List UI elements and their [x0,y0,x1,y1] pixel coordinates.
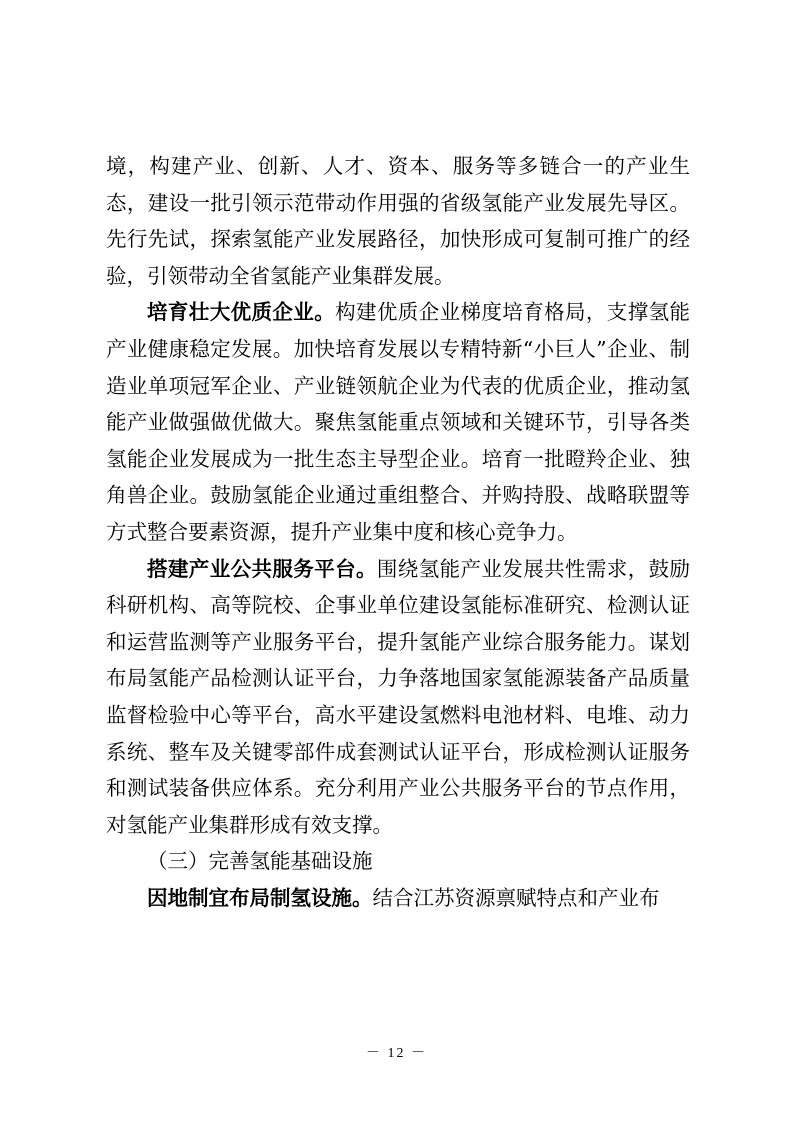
paragraph-4 [106,880,690,917]
paragraph-4-text: 结合江苏资源禀赋特点和产业布 [372,885,660,910]
paragraph-2-lead: 培育壮大优质企业。 [147,300,336,325]
paragraph-4-lead: 因地制宜布局制氢设施。 [147,885,373,910]
paragraph-3 [106,551,690,844]
paragraph-3-text: 围绕氢能产业发展共性需求，鼓励科研机构、高等院校、企事业单位建设氢能标准研究、检测认证和运营监测等产业服务平台，提升氢能产业综合服务能力。谋划布局氢能产品检测认证平台，力争落地国家氢能源装备产品质量监督检验中心等平台，高水平建设氢燃料电池材料、电堆、动力系统、整车及关键零部件成套测试认证平台，形成检测认证服务和测试装备供应体系。充分利用产业公共服务平台的节点作用，对氢能产业集群形成有效支撑。 [106,556,691,837]
paragraph-1 [106,148,690,294]
paragraph-3-lead: 搭建产业公共服务平台。 [147,556,377,581]
section-heading: （三）完善氢能基础设施 [147,849,373,874]
paragraph-1-text: 境，构建产业、创新、人才、资本、服务等多链合一的产业生态，建设一批引领示范带动作用强的省级氢能产业发展先导区。先行先试，探索氢能产业发展路径，加快形成可复制可推广的经验，引领带动全省氢能产业集群发展。 [106,154,690,288]
paragraph-2 [106,294,690,550]
paragraph-2-text: 构建优质企业梯度培育格局，支撑氢能产业健康稳定发展。加快培育发展以专精特新“小巨人”企业、制造业单项冠军企业、产业链领航企业为代表的优质企业，推动氢能产业做强做优做大。聚焦氢能重点领域和关键环节，引导各类氢能企业发展成为一批生态主导型企业。培育一批瞪羚企业、独角兽企业。鼓励氢能企业通过重组整合、并购持股、战略联盟等方式整合要素资源，提升产业集中度和核心竞争力。 [106,300,691,544]
page-number: － 12 － [366,1046,427,1061]
document-body [106,148,690,916]
